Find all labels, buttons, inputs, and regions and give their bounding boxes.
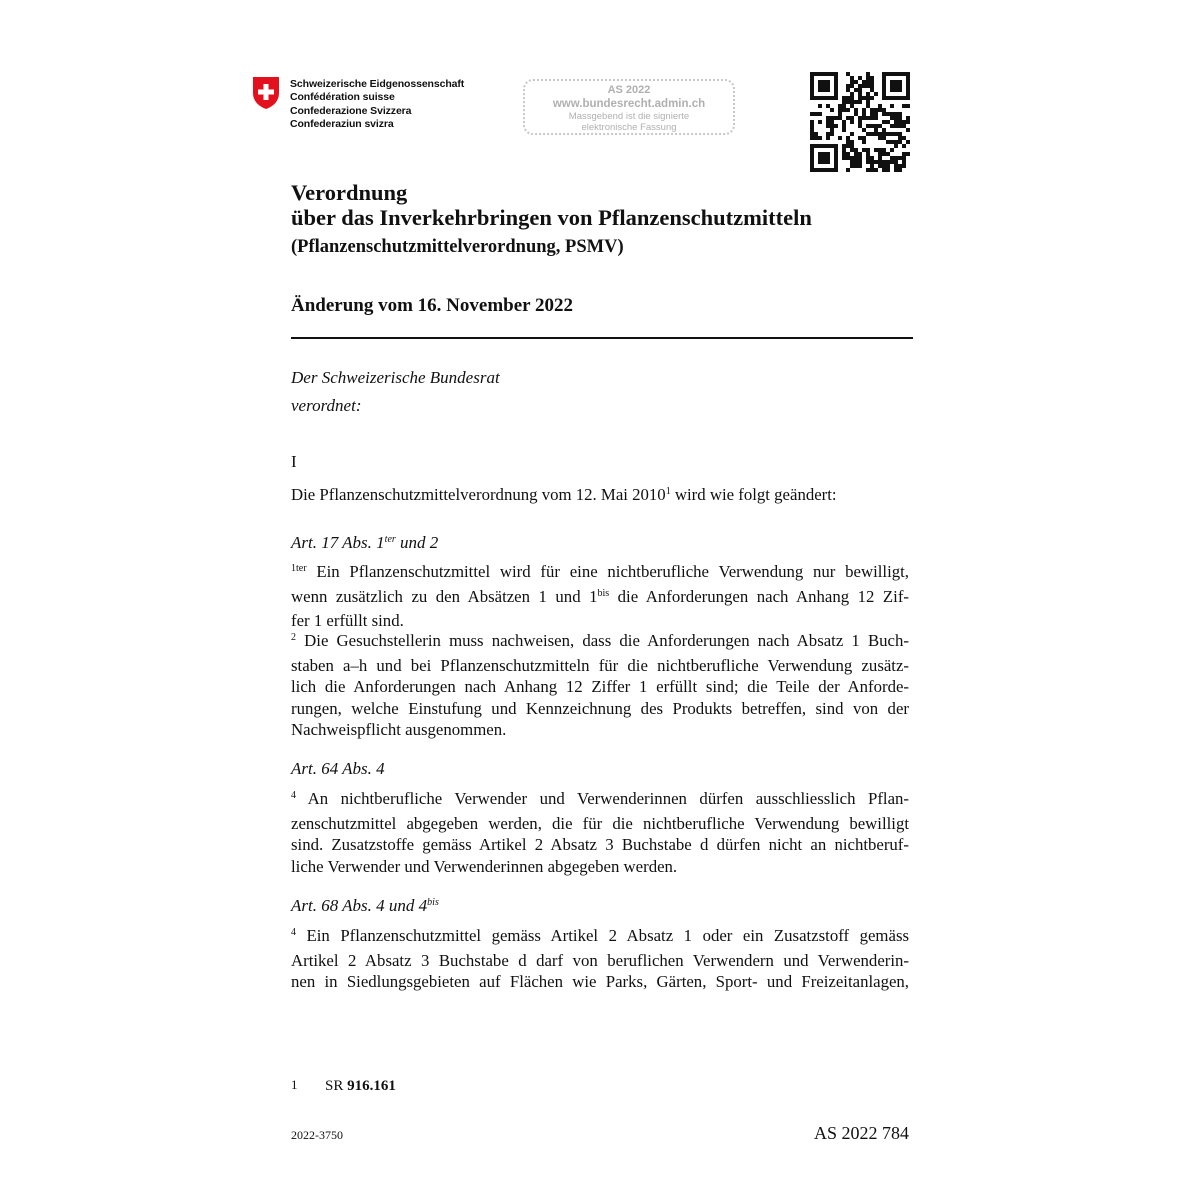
- heading-text: Art. 68 Abs. 4 und 4: [291, 896, 428, 915]
- text-line: [291, 586, 909, 611]
- article-68-heading: [291, 896, 439, 916]
- footnote-text: [325, 1078, 396, 1095]
- intro-sentence: [291, 485, 837, 505]
- paragraph-mark: 4: [291, 790, 296, 801]
- heading-end: und 2: [395, 533, 439, 552]
- stamp-url: www.bundesrecht.admin.ch: [552, 98, 706, 110]
- intro-end: wird wie folgt geändert:: [670, 485, 837, 504]
- text-line: [291, 925, 909, 950]
- footnote-prefix: SR: [325, 1078, 348, 1094]
- line-text: Die Gesuchstellerin muss nachweisen, dass die Anforderungen nach Absatz 1 Buch-: [304, 631, 909, 650]
- article-64-heading: Art. 64 Abs. 4: [291, 759, 385, 778]
- line-text: Ein Pflanzenschutzmittel wird für eine nichtberufliche Verwendung nur bewilligt,: [316, 562, 909, 581]
- text-line: [291, 561, 909, 586]
- heading-sup: bis: [427, 897, 439, 908]
- article-68-paragraph-4: [291, 925, 909, 993]
- text-line: [291, 788, 909, 813]
- section-number: I: [291, 452, 297, 471]
- confederation-names: [290, 78, 464, 131]
- text-line: liche Verwender und Verwenderinnen abgegeben werden.: [291, 856, 678, 876]
- paragraph-mark: 2: [291, 632, 296, 643]
- amendment-date: Änderung vom 16. November 2022: [291, 295, 574, 316]
- line-text: wenn zusätzlich zu den Absätzen 1 und 1: [291, 586, 598, 606]
- confederation-de: Schweizerische Eidgenossenschaft: [290, 78, 465, 90]
- line-sup: bis: [597, 587, 610, 599]
- text-line: nen in Siedlungsgebieten auf Flächen wie Parks, Gärten, Sport- und Freizeitanlagen,: [291, 972, 909, 992]
- footnote-sr-number: 916.161: [347, 1078, 396, 1094]
- text-line: Artikel 2 Absatz 3 Buchstabe d darf von beruflichen Verwendern und Verwenderin-: [291, 950, 909, 970]
- stamp-note-1: Massgebend ist die signierte: [568, 111, 690, 122]
- footnote-number: 1: [291, 1077, 298, 1092]
- paragraph-mark: 4: [291, 927, 296, 938]
- line-text: Ein Pflanzenschutzmittel gemäss Artikel 2 Absatz 1 oder ein Zusatzstoff gemäss: [306, 926, 909, 945]
- confederation-rm: Confederaziun svizra: [290, 117, 394, 130]
- stamp-note-2: elektronische Fassung: [581, 122, 677, 133]
- article-17-paragraph-2: [291, 630, 909, 741]
- swiss-coat-of-arms-logo: [252, 76, 280, 110]
- text-line: staben a–h und bei Pflanzenschutzmitteln für die nichtberufliche Verwendung zusätz-: [291, 655, 909, 675]
- text-line: zenschutzmittel abgegeben werden, die für die nichtberufliche Verwendung bewilligt: [291, 813, 909, 833]
- text-line: Nachweispflicht ausgenommen.: [291, 720, 507, 740]
- as-page-number: AS 2022 784: [814, 1123, 910, 1143]
- intro-text: Die Pflanzenschutzmittelverordnung vom 12. Mai 2010: [291, 485, 666, 504]
- article-17-paragraph-1ter: [291, 561, 909, 632]
- preamble-authority: Der Schweizerische Bundesrat: [291, 368, 500, 387]
- heading-text: Art. 17 Abs. 1: [291, 533, 385, 552]
- confederation-fr: Confédération suisse: [290, 91, 395, 104]
- title-divider: [291, 337, 913, 339]
- title-line-1: Verordnung: [291, 180, 408, 205]
- text-line: fer 1 erfüllt sind.: [291, 611, 404, 631]
- paragraph-mark: 1ter: [291, 563, 307, 574]
- line-text: An nichtberufliche Verwender und Verwenderinnen dürfen ausschliesslich Pflan-: [307, 789, 909, 808]
- text-line: [291, 630, 909, 655]
- text-line: rungen, welche Einstufung und Kennzeichnung des Produkts betreffen, sind von der: [291, 698, 909, 718]
- article-17-heading: [291, 533, 438, 553]
- line-text: die Anforderungen nach Anhang 12 Zif-: [609, 586, 910, 606]
- qr-code: [810, 72, 910, 172]
- text-line: lich die Anforderungen nach Anhang 12 Ziffer 1 erfüllt sind; die Teile der Anforde-: [291, 677, 909, 697]
- document-title: [291, 180, 812, 230]
- document-subtitle: (Pflanzenschutzmittelverordnung, PSMV): [291, 237, 624, 257]
- confederation-it: Confederazione Svizzera: [290, 104, 412, 117]
- text-line: sind. Zusatzstoffe gemäss Artikel 2 Absatz 3 Buchstabe d dürfen nicht an nichtberuf-: [291, 835, 909, 855]
- preamble-verb: verordnet:: [291, 396, 362, 415]
- stamp-as-number: AS 2022: [607, 84, 651, 96]
- footnote-ref[interactable]: 1: [665, 486, 671, 497]
- title-line-2: über das Inverkehrbringen von Pflanzenschutzmitteln: [291, 205, 812, 230]
- official-publication-stamp: [523, 79, 735, 135]
- heading-sup: ter: [384, 534, 396, 545]
- document-number: 2022-3750: [291, 1128, 343, 1142]
- article-64-paragraph-4: [291, 788, 909, 877]
